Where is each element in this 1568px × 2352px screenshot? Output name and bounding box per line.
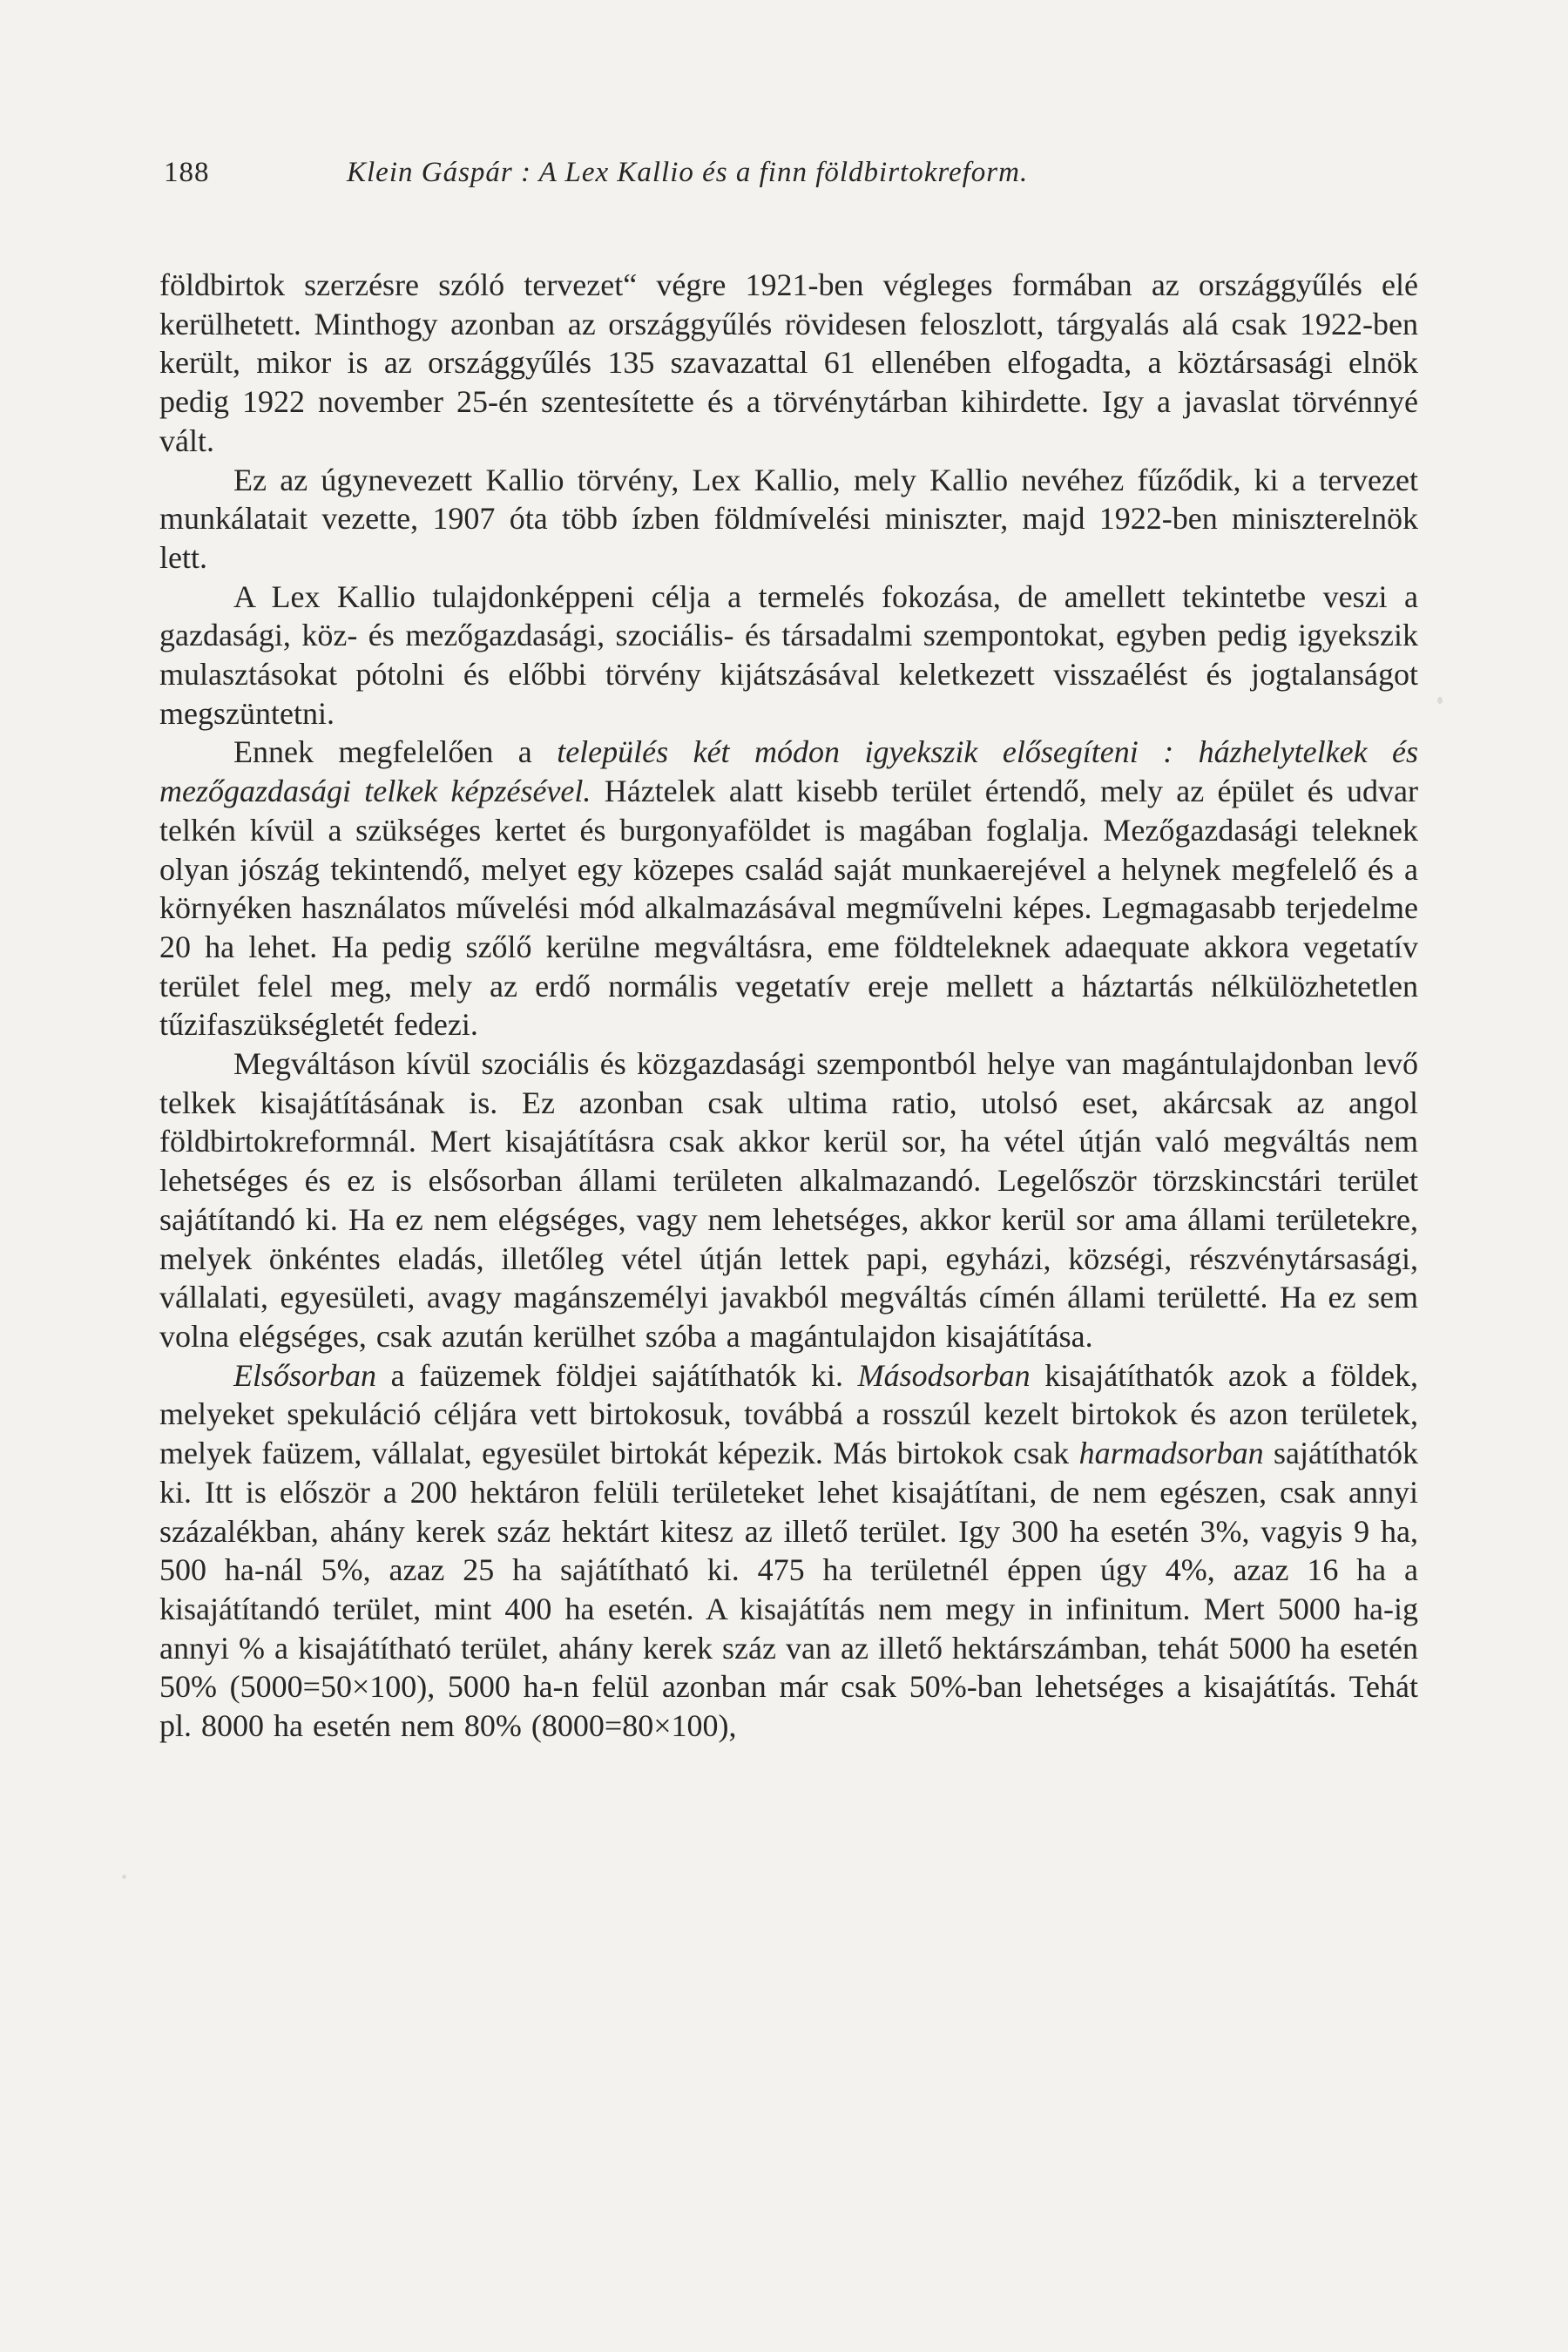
running-header bbox=[164, 146, 1401, 199]
paragraph-6-emphasis-3: harmadsorban bbox=[1078, 1436, 1264, 1471]
paragraph-6-text-2: kisajátíthatók azok a földek, melyeket spekuláció céljára vett birtokosuk, továbbá a rosszúl kezelt birtokok és azon területek, melyek faüzem, vállalat, egyesület birtokát képezik. Más birtokok csak bbox=[159, 1357, 1418, 1471]
paragraph-4 bbox=[159, 733, 1418, 1044]
paragraph-6-emphasis-1: Elsősorban bbox=[233, 1357, 377, 1393]
paragraph-1: földbirtok szerzésre szóló tervezet“ végre 1921-ben végleges formában az országgyűlés elé kerülhetett. Minthogy azonban az országgyűlés rövidesen feloszlott, tárgyalás alá csak 1922-ben került, mikor is az országgyűlés 135 szavazattal 61 ellenében elfogadta, a köztársasági elnök pedig 1922 november 25-én szentesítette és a törvénytárban kihirdette. Igy a javaslat törvénnyé vált. bbox=[159, 267, 1418, 458]
page-number: 188 bbox=[164, 157, 210, 188]
margin-speck bbox=[122, 1875, 126, 1879]
margin-speck bbox=[1437, 697, 1443, 704]
running-title: Klein Gáspár : A Lex Kallio és a finn földbirtokreform. bbox=[347, 157, 1029, 188]
paragraph-6-emphasis-2: Másodsorban bbox=[857, 1357, 1031, 1393]
paragraph-3: A Lex Kallio tulajdonképpeni célja a termelés fokozása, de amellett tekintetbe veszi a gazdasági, köz- és mezőgazdasági, szociális- és társadalmi szempontokat, egyben pedig igyekszik mulasztásokat pótolni és előbbi törvény kijátszásával keletkezett visszaélést és jogtalanságot megszüntetni. bbox=[159, 578, 1418, 731]
paragraph-6 bbox=[159, 1356, 1418, 1746]
paragraph-4-emphasis: település két módon igyekszik elősegíteni : házhelytelkek és mezőgazdasági telkek képzésével. bbox=[159, 734, 1418, 809]
article-body bbox=[159, 266, 1418, 1746]
paragraph-6-text-1: a faüzemek földjei sajátíthatók ki. bbox=[376, 1357, 858, 1393]
paragraph-4-rest: Háztelek alatt kisebb terület értendő, mely az épület és udvar telkén kívül a szükséges kertet és burgonyaföldet is magában foglalja. Mezőgazdasági teleknek olyan jószág tekintendő, melyet egy közepes család saját munkaerejével a helynek megfelelő és a környéken használatos művelési mód alkalmazásával megművelni képes. Legmagasabb terjedelme 20 ha lehet. Ha pedig szőlő kerülne megváltásra, eme földteleknek adaequate akkora vegetatív terület felel meg, mely az erdő normális vegetatív ereje mellett a háztartás nélkülözhetetlen tűzifaszükségletét fedezi. bbox=[159, 774, 1419, 1043]
paragraph-4-lead: Ennek megfelelően a bbox=[233, 734, 558, 770]
paragraph-6-text-3: sajátíthatók ki. Itt is először a 200 hektáron felüli területeket lehet kisajátítani, de nem egészen, csak annyi százalékban, ahány kerek száz hektárt kitesz az illető terület. Igy 300 ha esetén 3%, vagyis 9 ha, 500 ha-nál 5%, azaz 25 ha sajátítható ki. 475 ha területnél éppen úgy 4%, azaz 16 ha a kisajátítandó terület, mint 400 ha esetén. A kisajátítás nem megy in infinitum. Mert 5000 ha-ig annyi % a kisajátítható terület, ahány kerek száz van az illető hektárszámban, tehát 5000 ha esetén 50% (5000=50×100), 5000 ha-n felül azonban már csak 50%-ban lehetséges a kisajátítás. Tehát pl. 8000 ha esetén nem 80% (8000=80×100), bbox=[159, 1436, 1418, 1744]
paragraph-2: Ez az úgynevezett Kallio törvény, Lex Kallio, mely Kallio nevéhez fűződik, ki a tervezet munkálatait vezette, 1907 óta több ízben földmívelési miniszter, majd 1922-ben miniszterelnök lett. bbox=[159, 462, 1418, 575]
paragraph-5: Megváltáson kívül szociális és közgazdasági szempontból helye van magántulajdonban levő telkek kisajátításának is. Ez azonban csak ultima ratio, utolsó eset, akárcsak az angol földbirtokreformnál. Mert kisajátításra csak akkor kerül sor, ha vétel útján való megváltás nem lehetséges és ez is elsősorban állami területen alkalmazandó. Legelőször törzskincstári terület sajátítandó ki. Ha ez nem elégséges, vagy nem lehetséges, akkor kerül sor ama állami területekre, melyek önkéntes eladás, illetőleg vétel útján lettek papi, egyházi, községi, részvénytársasági, vállalati, egyesületi, avagy magánszemélyi javakból megváltás címén állami területté. Ha ez sem volna elégséges, csak azután kerülhet szóba a magántulajdon kisajátítása. bbox=[159, 1046, 1418, 1354]
